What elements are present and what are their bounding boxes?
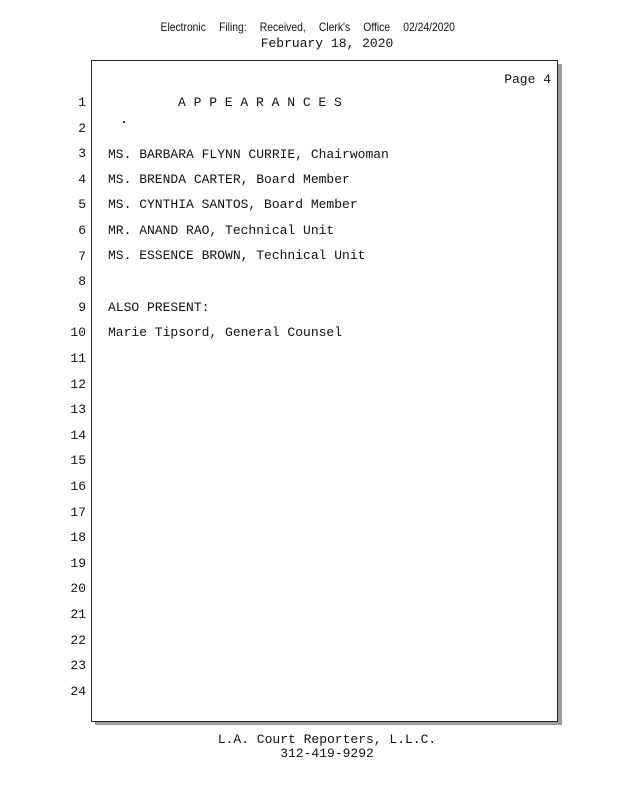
- line-number: 12: [70, 377, 86, 392]
- line-number: 8: [78, 274, 86, 289]
- line-6-text: MR. ANAND RAO, Technical Unit: [108, 223, 335, 238]
- line-number: 1: [78, 95, 86, 110]
- line-number: 6: [78, 223, 86, 238]
- stamp-date: 02/24/2020: [403, 20, 455, 34]
- stamp-received: Received,: [259, 20, 306, 34]
- line-number: 15: [70, 453, 86, 468]
- line-number: 13: [70, 402, 86, 417]
- line-number: 2: [78, 121, 86, 136]
- stamp-electronic: Electronic: [160, 20, 206, 34]
- page-number: Page 4: [504, 72, 551, 87]
- stamp-clerks: Clerk's: [318, 20, 351, 34]
- line-number: 18: [70, 530, 86, 545]
- filing-stamp: [42, 20, 573, 34]
- line-number: 16: [70, 479, 86, 494]
- line-number: 7: [78, 249, 86, 264]
- line-number: 19: [70, 556, 86, 571]
- line-number: 10: [70, 325, 86, 340]
- line-number: 3: [78, 146, 86, 161]
- line-number: 11: [70, 351, 86, 366]
- line-5-text: MS. CYNTHIA SANTOS, Board Member: [108, 197, 358, 212]
- line-number: 14: [70, 428, 86, 443]
- line-9-text: ALSO PRESENT:: [108, 300, 210, 315]
- line-3-text: MS. BARBARA FLYNN CURRIE, Chairwoman: [108, 147, 389, 162]
- line-number: 17: [70, 505, 86, 520]
- reporter-company: L.A. Court Reporters, L.L.C.: [217, 732, 437, 747]
- line-number: 20: [70, 581, 86, 596]
- line-10-text: Marie Tipsord, General Counsel: [108, 325, 343, 340]
- stamp-filing: Filing:: [219, 20, 247, 34]
- line-7-text: MS. ESSENCE BROWN, Technical Unit: [108, 248, 366, 263]
- reporter-phone: 312-419-9292: [280, 746, 374, 761]
- hearing-date: February 18, 2020: [260, 36, 394, 51]
- line-number: 5: [78, 197, 86, 212]
- line-number: 24: [70, 684, 86, 699]
- line-number: 4: [78, 172, 86, 187]
- line-number: 21: [70, 607, 86, 622]
- appearances-title: A P P E A R A N C E S: [178, 95, 342, 110]
- stamp-office: Office: [363, 20, 391, 34]
- line-4-text: MS. BRENDA CARTER, Board Member: [108, 172, 350, 187]
- stray-mark: [123, 121, 125, 123]
- line-number: 23: [70, 658, 86, 673]
- line-number: 22: [70, 633, 86, 648]
- line-number: 9: [78, 300, 86, 315]
